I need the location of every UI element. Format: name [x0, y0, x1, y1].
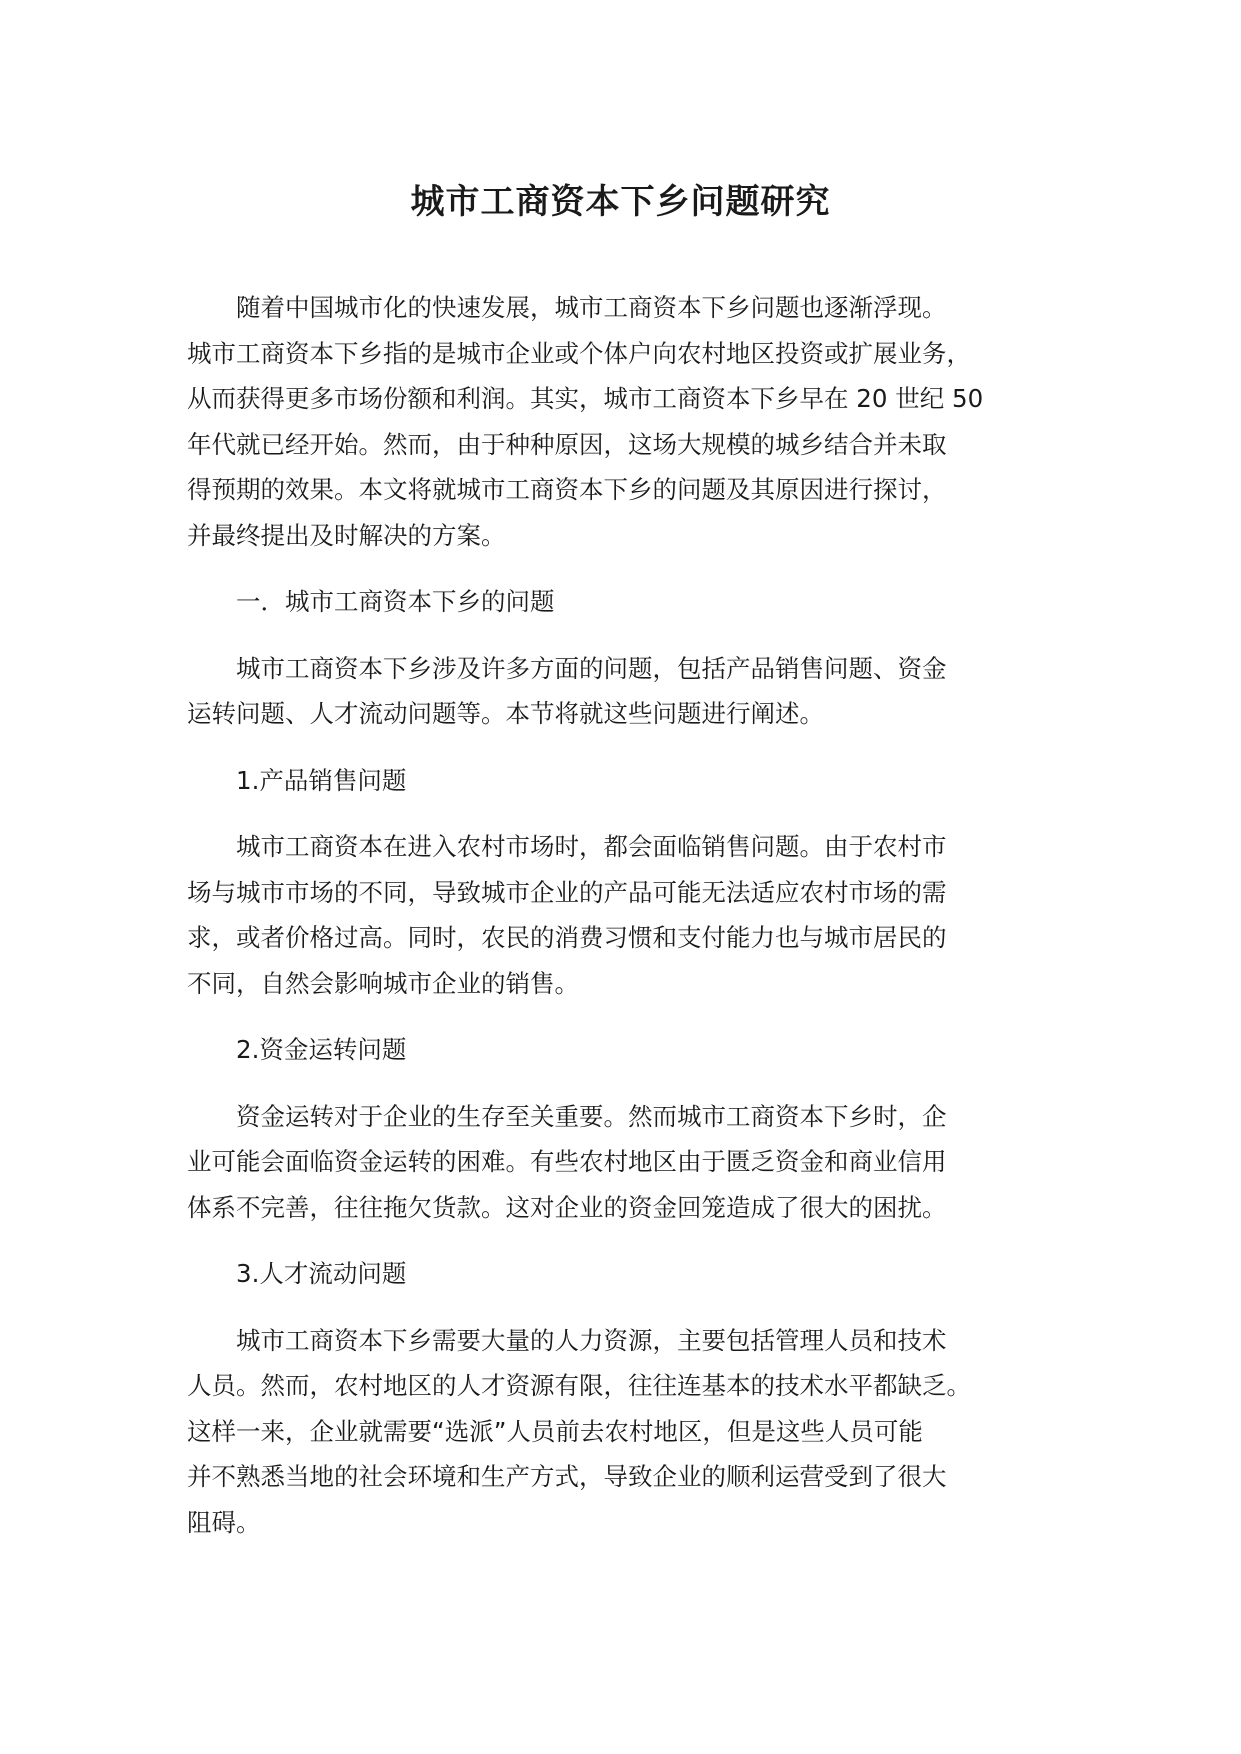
subsection-heading-capital: 2.资金运转问题 — [236, 1035, 407, 1064]
sales-paragraph: 城市工商资本在进入农村市场时，都会面临销售问题。由于农村市 场与城市市场的不同，导致城市企业的产品可能无法适应农村市场的需 求，或者价格过高。同时，农民的消费习惯和支付能力也与城市居民的 不同，自然会影响城市企业的销售。 — [187, 832, 947, 998]
intro-paragraph: 随着中国城市化的快速发展，城市工商资本下乡问题也逐渐浮现。 城市工商资本下乡指的是城市企业或个体户向农村地区投资或扩展业务， 从而获得更多市场份额和利润。其实，城市工商资本下乡早在 20 世纪 50 年代就已经开始。然而，由于种种原因，这场大规模的城乡结合并未取 得预期的效果。本文将就城市工商资本下乡的问题及其原因进行探讨， 并最终提出及时解决的方案。 — [187, 293, 984, 550]
document-body — [187, 285, 1087, 1566]
subsection-heading-talent: 3.人才流动问题 — [236, 1259, 407, 1288]
document-title: 城市工商资本下乡问题研究 — [410, 182, 831, 222]
talent-paragraph: 城市工商资本下乡需要大量的人力资源，主要包括管理人员和技术 人员。然而，农村地区的人才资源有限，往往连基本的技术水平都缺乏。 这样一来，企业就需要“选派”人员前去农村地区，但是这些人员可能 并不熟悉当地的社会环境和生产方式，导致企业的顺利运营受到了很大 阻碍。 — [187, 1325, 971, 1537]
section-heading: 一．城市工商资本下乡的问题 — [236, 587, 555, 616]
subsection-heading-sales: 1.产品销售问题 — [236, 765, 407, 795]
capital-paragraph: 资金运转对于企业的生存至关重要。然而城市工商资本下乡时，企 业可能会面临资金运转的困难。有些农村地区由于匮乏资金和商业信用 体系不完善，往往拖欠货款。这对企业的资金回笼造成了很大的困扰。 — [187, 1101, 947, 1222]
section-intro-paragraph: 城市工商资本下乡涉及许多方面的问题，包括产品销售问题、资金 运转问题、人才流动问题等。本节将就这些问题进行阐述。 — [187, 653, 947, 728]
